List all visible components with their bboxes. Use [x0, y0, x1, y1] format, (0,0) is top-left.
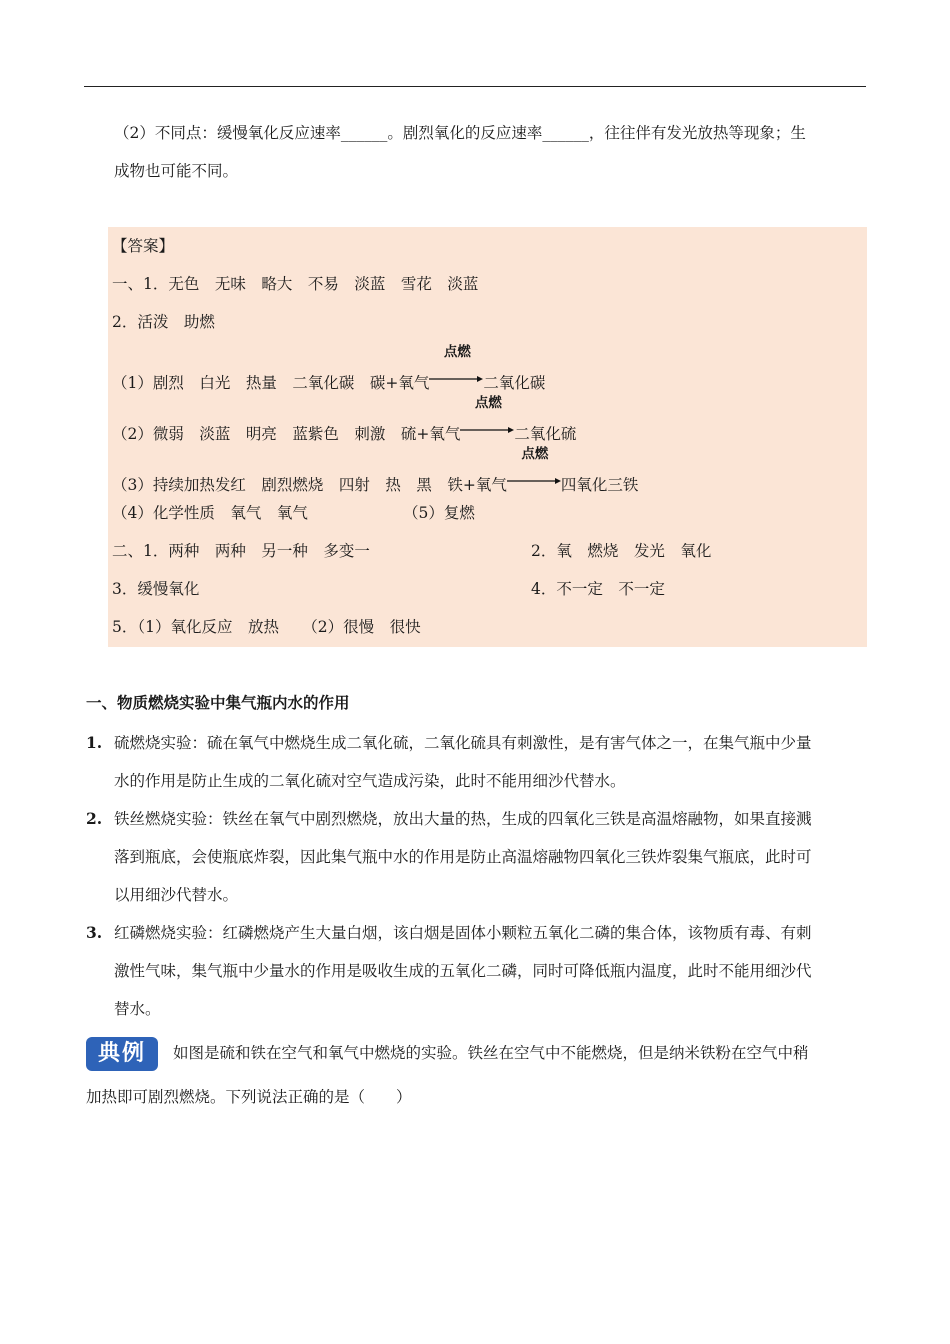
answer-line-8a: 3．缓慢氧化: [112, 580, 200, 598]
reaction-condition: 点燃: [474, 395, 502, 411]
header-rule: [84, 86, 866, 87]
reaction-arrow: [507, 446, 561, 490]
answer-line-3: [112, 344, 546, 393]
item-1-line-2: 水的作用是防止生成的二氧化硫对空气造成污染，此时不能用细沙代替水。: [114, 772, 626, 790]
example-line-1: 如图是硫和铁在空气和氧气中燃烧的实验。铁丝在空气中不能燃烧，但是纳米铁粉在空气中稍: [173, 1044, 809, 1062]
item-number: 3.: [86, 923, 103, 942]
intro-line-2: 成物也可能不同。: [114, 162, 239, 180]
equation-reactants-sulfur: （2）微弱 淡蓝 明亮 蓝紫色 刺激 硫+氧气: [112, 425, 461, 443]
example-line-2: 加热即可剧烈燃烧。下列说法正确的是（ ）: [86, 1088, 412, 1106]
answer-line-5: [112, 446, 639, 495]
equation-product: 二氧化碳: [483, 374, 546, 392]
answer-line-9: 5．（1）氧化反应 放热 （2）很慢 很快: [112, 618, 421, 636]
reaction-condition: 点燃: [443, 344, 471, 360]
equation-reactants-iron: （3）持续加热发红 剧烈燃烧 四射 热 黑 铁+氧气: [112, 476, 507, 494]
reaction-arrow: [429, 344, 483, 388]
answer-line-2: 2．活泼 助燃: [112, 313, 215, 331]
section-title: 一、物质燃烧实验中集气瓶内水的作用: [86, 694, 350, 712]
item-number: 1.: [86, 733, 103, 752]
equation-product: 二氧化硫: [514, 425, 577, 443]
item-2-line-2: 落到瓶底，会使瓶底炸裂，因此集气瓶中水的作用是防止高温熔融物四氧化三铁炸裂集气瓶底，此时可: [114, 848, 812, 866]
answer-line-6b: （5）复燃: [403, 504, 475, 522]
answer-line-8b: 4．不一定 不一定: [531, 580, 665, 598]
equation-product: 四氧化三铁: [560, 476, 639, 494]
item-3-line-2: 激性气味，集气瓶中少量水的作用是吸收生成的五氧化二磷，同时可降低瓶内温度，此时不能用细沙代: [114, 962, 812, 980]
answer-line-4: [112, 395, 577, 444]
arrow-icon: [429, 374, 483, 384]
reaction-arrow: [460, 395, 514, 439]
item-2-line-3: 以用细沙代替水。: [114, 886, 239, 904]
equation-reactants-carbon: （1）剧烈 白光 热量 二氧化碳 碳+氧气: [112, 374, 430, 392]
item-1-line-1: 硫燃烧实验：硫在氧气中燃烧生成二氧化硫，二氧化硫具有刺激性，是有害气体之一，在集气瓶中少量: [114, 734, 812, 752]
answer-heading: 【答案】: [112, 237, 175, 255]
reaction-condition: 点燃: [521, 446, 549, 462]
answer-line-7a: 二、1．两种 两种 另一种 多变一: [112, 542, 370, 560]
example-badge: 典例: [86, 1037, 158, 1071]
item-3-line-1: 红磷燃烧实验：红磷燃烧产生大量白烟，该白烟是固体小颗粒五氧化二磷的集合体，该物质有毒、有刺: [114, 924, 812, 942]
item-number: 2.: [86, 809, 103, 828]
answer-line-7b: 2．氧 燃烧 发光 氧化: [531, 542, 712, 560]
answer-line-6a: （4）化学性质 氧气 氧气: [112, 504, 308, 522]
arrow-icon: [507, 476, 561, 486]
intro-line-1: （2）不同点：缓慢氧化反应速率______。剧烈氧化的反应速率______，往往伴有发光放热等现象；生: [114, 124, 806, 142]
arrow-icon: [460, 425, 514, 435]
item-3-line-3: 替水。: [114, 1000, 161, 1018]
item-2-line-1: 铁丝燃烧实验：铁丝在氧气中剧烈燃烧，放出大量的热，生成的四氧化三铁是高温熔融物，如果直接溅: [114, 810, 812, 828]
answer-line-1: 一、1．无色 无味 略大 不易 淡蓝 雪花 淡蓝: [112, 275, 479, 293]
